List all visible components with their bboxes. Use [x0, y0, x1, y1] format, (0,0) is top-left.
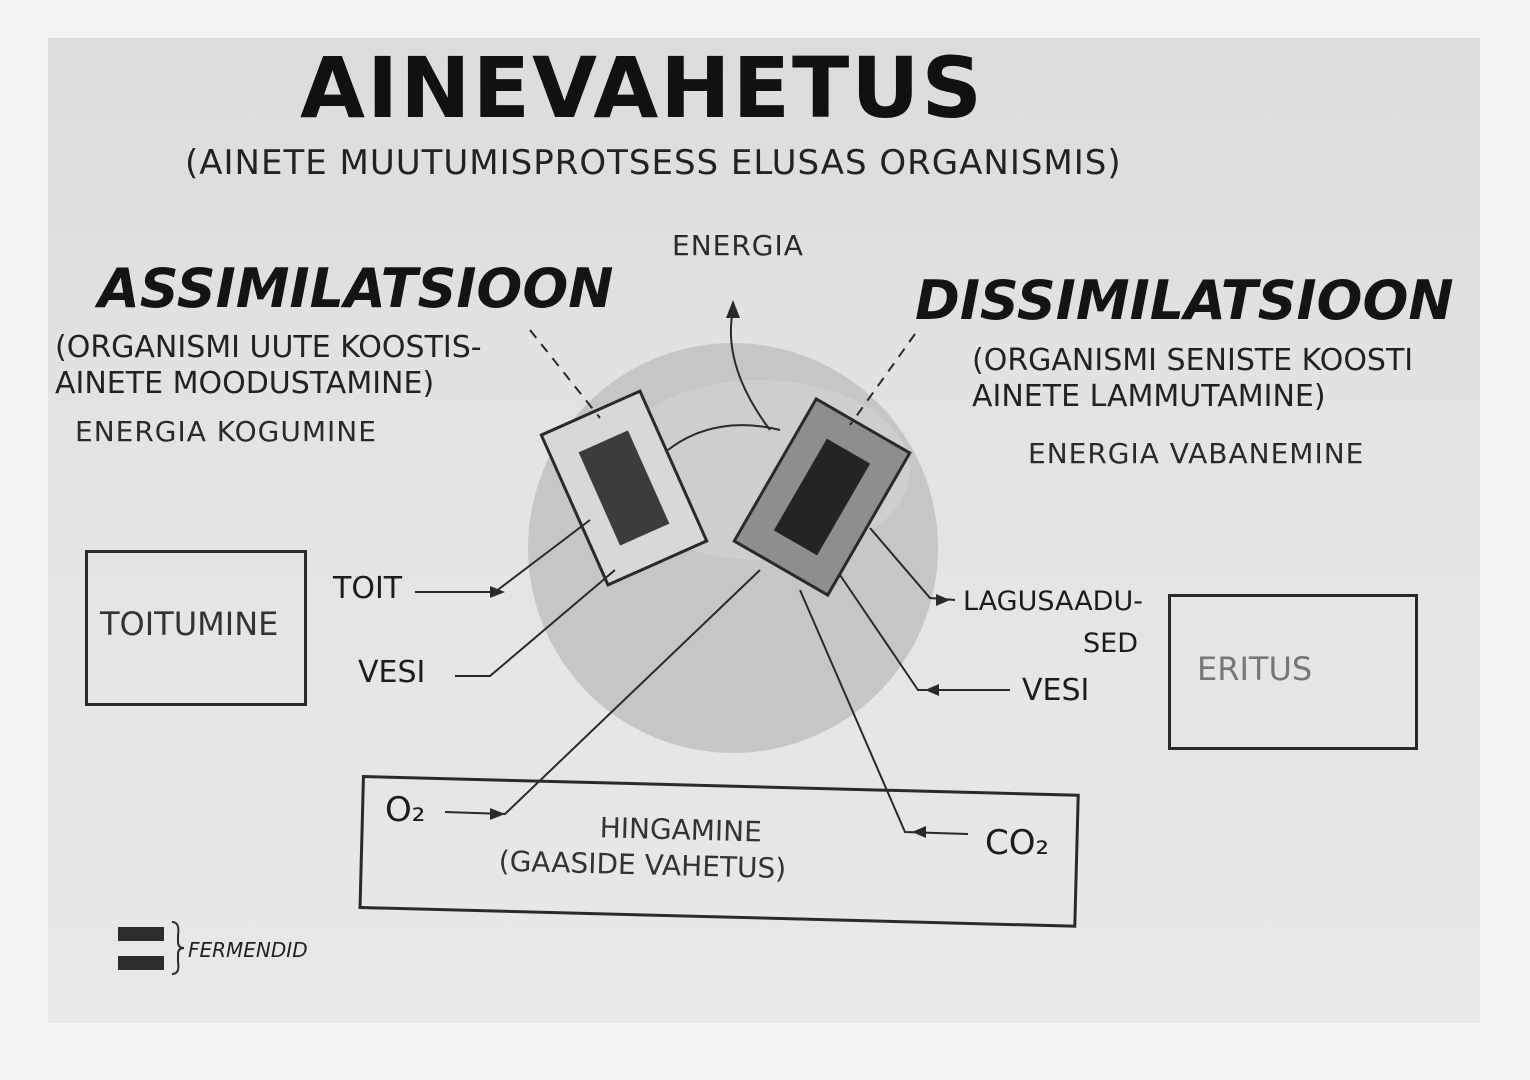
assimilation-heading: ASSIMILATSIOON [98, 257, 614, 320]
legend-bar-top [118, 927, 164, 941]
eritus-box [1168, 594, 1418, 750]
dissimilation-description [972, 343, 1413, 415]
eritus-label: ERITUS [1197, 650, 1313, 688]
assimilation-desc-line2: AINETE MOODUSTAMINE) [55, 366, 435, 401]
legend-brace [172, 922, 184, 974]
assim-dashed-pointer [530, 330, 600, 418]
toit-label: TOIT [333, 571, 403, 606]
hingamine-label: HINGAMINE [599, 811, 763, 849]
co2-label: CO₂ [985, 823, 1050, 863]
vesi-right-arrowhead [925, 684, 939, 696]
lagusaadused-arrowhead [936, 594, 950, 606]
toitumine-box [85, 550, 307, 706]
hingamine-sublabel: (GAASIDE VAHETUS) [498, 844, 787, 886]
o2-label: O₂ [385, 790, 426, 830]
vesi-right-label: VESI [1022, 673, 1090, 708]
lagusaadused-label-2: SED [1083, 628, 1138, 659]
dissimilation-desc-line1: (ORGANISMI SENISTE KOOSTI [972, 343, 1414, 378]
toitumine-label: TOITUMINE [100, 605, 279, 643]
energy-arrowhead [726, 300, 740, 318]
legend-fermendid-label: FERMENDID [188, 938, 308, 962]
assimilation-desc-line1: (ORGANISMI UUTE KOOSTIS- [55, 330, 482, 365]
hingamine-box [358, 775, 1079, 928]
dissimilation-heading: DISSIMILATSIOON [915, 269, 1454, 332]
legend-bar-bottom [118, 956, 164, 970]
page-title: AINEVAHETUS [300, 39, 984, 137]
toit-arrowhead [490, 586, 505, 598]
dissimilation-desc-line2: AINETE LAMMUTAMINE) [972, 379, 1326, 414]
lagusaadused-label: LAGUSAADU- [963, 586, 1143, 617]
dissimilation-energy: ENERGIA VABANEMINE [1028, 437, 1365, 470]
assimilation-energy: ENERGIA KOGUMINE [75, 415, 377, 448]
page-subtitle: (AINETE MUUTUMISPROTSESS ELUSAS ORGANISMIS) [185, 143, 1122, 183]
energy-label-top: ENERGIA [672, 229, 804, 262]
assimilation-description [55, 330, 482, 402]
vesi-left-label: VESI [358, 655, 426, 690]
